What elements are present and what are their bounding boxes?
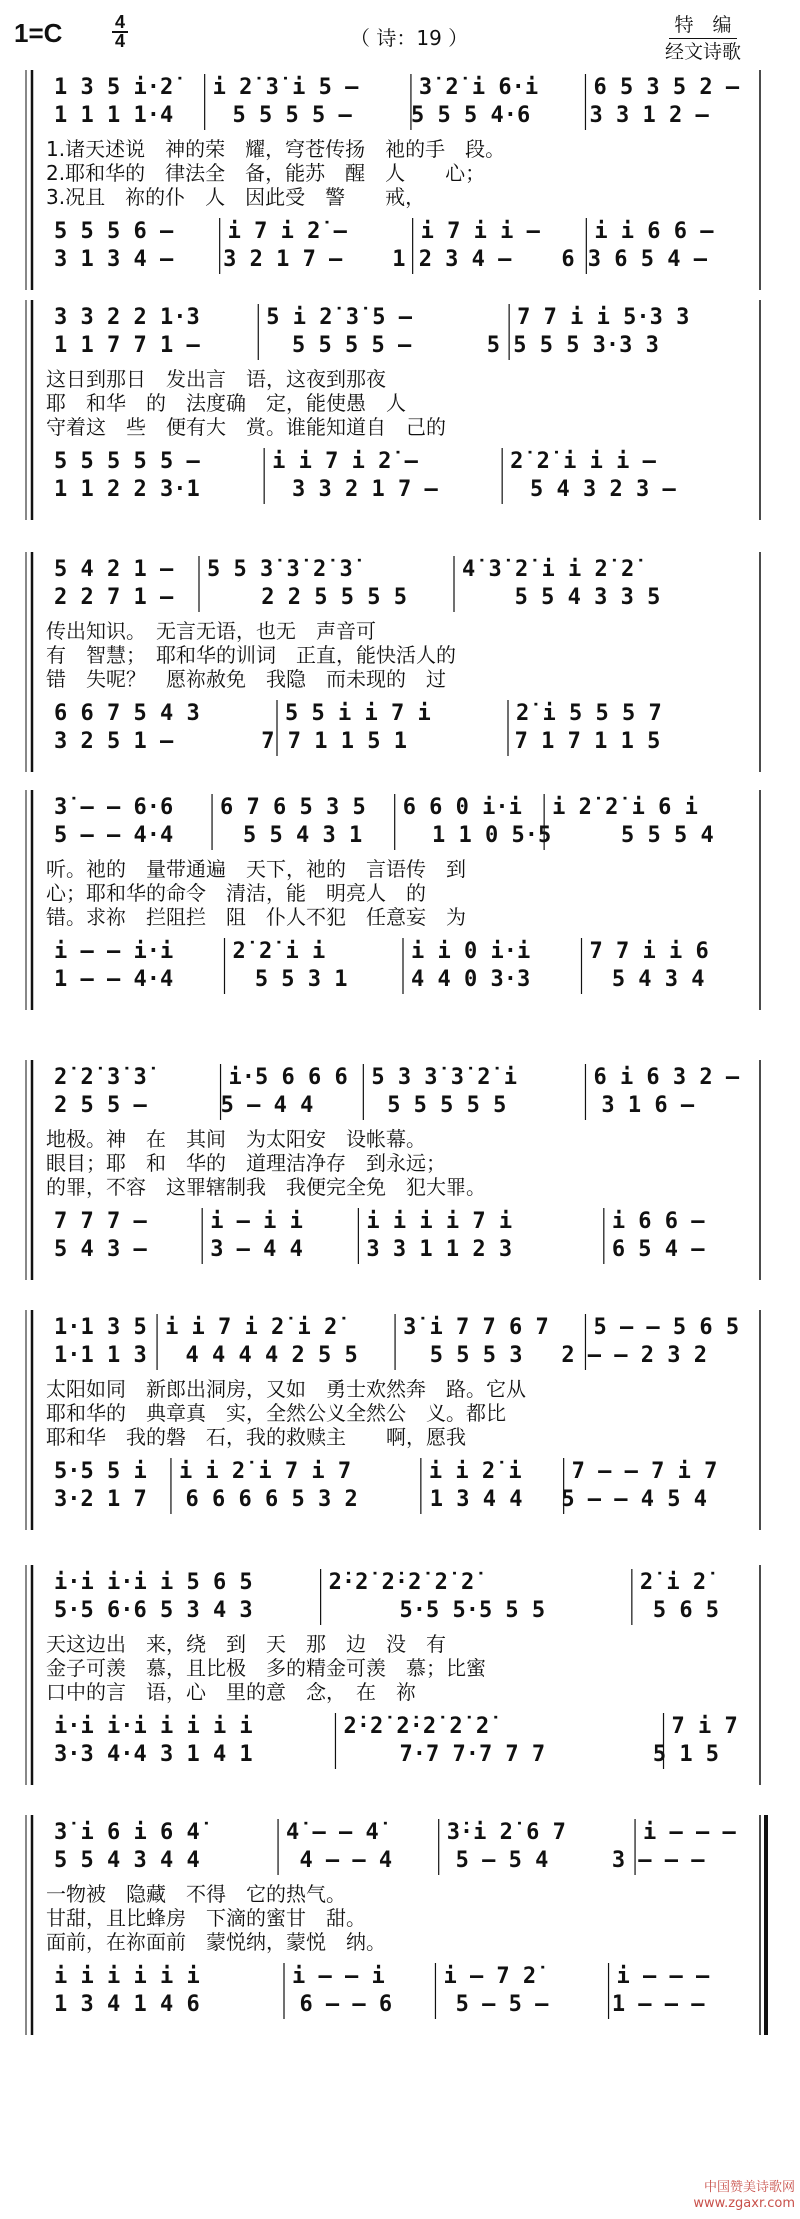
- bass-line-measure: 3 2 1 7 –: [223, 247, 343, 272]
- alto-line-measure: 5 5 5 5 5: [387, 1093, 507, 1118]
- lyric-line: 有 智慧； 耶和华的训词 正直，能快活人的: [46, 643, 456, 667]
- bass-line-measure: 6 6 6 6 5 3 2: [185, 1487, 358, 1512]
- lyric-line: 1.诸天述说 神的荣 耀，穹苍传扬 祂的手 段。: [46, 137, 506, 161]
- alto-line-measure: 5 5 4 3 1: [243, 823, 363, 848]
- bass-line-measure: 7 1 7 1 1 5: [514, 729, 661, 754]
- soprano-line-measure: i 2̇ 2̇ i 6 i: [552, 795, 698, 820]
- tenor-line-measure: i i 2̇ i 7 i 7: [178, 1459, 352, 1484]
- tenor-line-measure: i·i i·i i i i i: [54, 1714, 253, 1739]
- soprano-line-measure: 3̇·i 2̇ 6 7: [446, 1820, 566, 1845]
- soprano-line-measure: i·i i·i i 5 6 5: [54, 1570, 253, 1595]
- soprano-line-measure: 3̇ i 6 i 6 4̇: [54, 1820, 200, 1845]
- bass-line-measure: 5 4 3 –: [54, 1237, 147, 1262]
- tenor-line-measure: i i 7 i 2̇ –: [272, 449, 418, 474]
- soprano-line-measure: 6 7 6 5 3 5: [220, 795, 366, 820]
- bass-line-measure: 6 5 4 –: [611, 1237, 705, 1262]
- lyric-line: 的罪，不容 这罪辖制我 我便完全免 犯大罪。: [46, 1175, 486, 1199]
- bass-line-measure: 3·3 4·4 3 1 4 1: [54, 1742, 253, 1767]
- bass-line-measure: 5 1 5: [652, 1742, 720, 1767]
- soprano-line-measure: i – – –: [643, 1820, 736, 1845]
- bass-line-measure: 3 2 5 1 –: [54, 729, 174, 754]
- watermark-line1: 中国赞美诗歌网: [703, 2180, 795, 2195]
- tenor-line-measure: 2̇ 2̇ i i: [232, 939, 326, 964]
- tenor-line-measure: 5·5 5 i: [54, 1459, 147, 1484]
- tenor-line-measure: 2̇ 2̇ i i i –: [510, 449, 656, 474]
- soprano-line-measure: i i 7 i 2̇ i 2̇: [165, 1315, 338, 1340]
- alto-line-measure: 5 6 5: [652, 1598, 720, 1623]
- bass-line-measure: 3 3 2 1 7 –: [292, 477, 438, 502]
- lyric-line: 天这边出 来，绕 到 天 那 边 没 有: [46, 1632, 446, 1656]
- bass-line-measure: 7·7 7·7 7 7: [399, 1742, 546, 1767]
- alto-line-measure: 1·1 1 3: [54, 1343, 147, 1368]
- tenor-line-measure: 2̇·2̇ 2̇·2̇ 2̇ 2̇: [343, 1714, 490, 1739]
- bass-line-measure: 1 1 2 2 3·1: [54, 477, 200, 502]
- soprano-line-measure: 5 5 3̇ 3̇ 2̇ 3̇: [207, 557, 353, 582]
- bass-line-measure: 6 3 6 5 4 –: [561, 247, 708, 272]
- bass-line-measure: 1 – – –: [611, 1992, 705, 2017]
- soprano-line-measure: 5 3 3̇ 3̇ 2̇ i: [371, 1065, 518, 1090]
- time-signature-top: 4: [114, 12, 125, 32]
- bass-line-measure: 1 – – 4·4: [54, 967, 174, 992]
- tenor-line-measure: 5 5 i i 7 i: [285, 701, 431, 726]
- tenor-line-measure: 7 7 7 –: [54, 1209, 147, 1234]
- alto-line-measure: 5 5 5 4: [621, 823, 714, 848]
- lyric-line: 错。求祢 拦阻拦 阻 仆人不犯 任意妄 为: [46, 905, 466, 929]
- bass-line-measure: 3 3 1 1 2 3: [366, 1237, 513, 1262]
- tenor-line-measure: i – – i·i: [54, 939, 174, 964]
- alto-line-measure: 5 5 5 5 –: [232, 103, 352, 128]
- lyric-line: 甘甜，且比蜂房 下滴的蜜甘 甜。: [46, 1906, 366, 1930]
- lyric-line: 2.耶和华的 律法全 备，能苏 醒 人 心；: [46, 161, 486, 185]
- lyric-line: 这日到那日 发出言 语，这夜到那夜: [46, 367, 386, 391]
- alto-line-measure: 5 – – 4·4: [54, 823, 174, 848]
- bass-line-measure: 5 – – 4 5 4: [561, 1487, 708, 1512]
- bass-line-measure: 3 – 4 4: [210, 1237, 303, 1262]
- alto-line-measure: 1 1 7 7 1 –: [54, 333, 200, 358]
- alto-line-measure: 5 5 4 3 3 5: [514, 585, 661, 610]
- tenor-line-measure: 7 7 i i 6: [589, 939, 709, 964]
- bass-line-measure: 4 4 0 3·3: [411, 967, 531, 992]
- bass-line-measure: 5 – 5 –: [455, 1992, 549, 2017]
- tenor-line-measure: i i 2̇ i: [428, 1459, 522, 1484]
- soprano-line-measure: 3 3 2 2 1·3: [54, 305, 200, 330]
- soprano-line-measure: i 2̇ 3̇ i 5 –: [212, 75, 359, 100]
- alto-line-measure: 3 – – –: [611, 1848, 705, 1873]
- alto-line-measure: 5 5 4 3 4 4: [54, 1848, 200, 1873]
- bass-line-measure: 1 3 4 1 4 6: [54, 1992, 200, 2017]
- soprano-line-measure: 3̇ i 7 7 6 7: [403, 1315, 549, 1340]
- alto-line-measure: 1 1 1 1·4: [54, 103, 174, 128]
- lyric-line: 面前，在祢面前 蒙悦纳，蒙悦 纳。: [46, 1930, 386, 1954]
- tenor-line-measure: i 7 i 2̇ –: [227, 219, 347, 244]
- tenor-line-measure: i – 7 2̇: [443, 1964, 537, 1989]
- bass-line-measure: 1 2 3 4 –: [392, 247, 512, 272]
- alto-line-measure: 2 5 5 –: [54, 1093, 147, 1118]
- bass-line-measure: 5 5 3 1: [254, 967, 348, 992]
- tenor-line-measure: 7 i 7: [671, 1714, 738, 1739]
- bass-line-measure: 1 3 4 4: [429, 1487, 523, 1512]
- soprano-line-measure: 3̇ 2̇ i 6·i: [418, 75, 539, 100]
- alto-line-measure: 2 2 5 5 5 5: [261, 585, 407, 610]
- lyric-line: 金子可羡 慕，且比极 多的精金可羡 慕；比蜜: [46, 1656, 486, 1680]
- tenor-line-measure: i i 6 6 –: [594, 219, 714, 244]
- tenor-line-measure: i – i i: [210, 1209, 303, 1234]
- soprano-line-measure: i·5 6 6 6: [228, 1065, 348, 1090]
- soprano-line-measure: 6 6 0 i·i: [402, 795, 522, 820]
- bass-line-measure: 6 – – 6: [299, 1992, 393, 2017]
- tenor-line-measure: i i i i i i: [54, 1964, 200, 1989]
- lyric-line: 眼目；耶 和 华的 道理洁净存 到永远；: [46, 1151, 446, 1175]
- psalm-reference: （ 诗：19 ）: [350, 26, 469, 50]
- alto-line-measure: 2 2 7 1 –: [54, 585, 174, 610]
- bass-line-measure: 3 1 3 4 –: [54, 247, 174, 272]
- alto-line-measure: 4 4 4 4 2 5 5: [185, 1343, 358, 1368]
- alto-line-measure: 3 1 6 –: [601, 1093, 695, 1118]
- watermark: [585, 2180, 795, 2212]
- tenor-line-measure: 5 5 5 5 5 –: [54, 449, 200, 474]
- tenor-line-measure: i – – –: [616, 1964, 710, 1989]
- soprano-line-measure: 2̇·2̇ 2̇·2̇ 2̇ 2̇: [328, 1570, 475, 1595]
- lyric-line: 3.况且 祢的仆 人 因此受 警 戒，: [46, 185, 426, 209]
- tenor-line-measure: 6 6 7 5 4 3: [54, 701, 200, 726]
- soprano-line-measure: 1·1 3 5: [54, 1315, 147, 1340]
- soprano-line-measure: 1 3 5 i·2̇: [54, 75, 174, 100]
- lyric-line: 错 失呢？ 愿祢赦免 我隐 而未现的 过: [46, 667, 446, 691]
- time-signature-bottom: 4: [114, 31, 125, 51]
- lyric-line: 耶 和华 的 法度确 定，能使愚 人: [46, 391, 406, 415]
- lyric-line: 口中的言 语，心 里的意 念， 在 祢: [46, 1680, 416, 1704]
- tenor-line-measure: i i 0 i·i: [411, 939, 531, 964]
- lyric-line: 太阳如同 新郎出洞房，又如 勇士欢然奔 路。它从: [46, 1377, 526, 1401]
- lyric-line: 传出知识。 无言无语，也无 声音可: [46, 619, 376, 643]
- soprano-line-measure: 6 5 3 5 2 –: [593, 75, 740, 100]
- alto-line-measure: 4 – – 4: [299, 1848, 393, 1873]
- tenor-line-measure: 7 – – 7 i 7: [571, 1459, 718, 1484]
- key-signature: 1=C: [14, 18, 63, 48]
- lyric-line: 一物被 隐藏 不得 它的热气。: [46, 1882, 346, 1906]
- tenor-line-measure: i i i i 7 i: [366, 1209, 513, 1234]
- lyric-line: 守着这 些 便有大 赏。谁能知道自 己的: [46, 415, 446, 439]
- soprano-line-measure: 4̇ 3̇ 2̇ i i 2̇ 2̇: [462, 557, 635, 582]
- bass-line-measure: 5 4 3 2 3 –: [530, 477, 676, 502]
- alto-line-measure: 3 3 1 2 –: [589, 103, 709, 128]
- alto-line-measure: 5 – 5 4: [455, 1848, 549, 1873]
- soprano-line-measure: 6 i 6 3 2 –: [593, 1065, 740, 1090]
- arranger-name: 经文诗歌: [665, 41, 742, 63]
- alto-line-measure: 5·5 6·6 5 3 4 3: [54, 1598, 253, 1623]
- tenor-line-measure: i – – i: [292, 1964, 385, 1989]
- lyric-line: 地极。神 在 其间 为太阳安 设帐幕。: [46, 1127, 426, 1151]
- lyric-line: 心；耶和华的命令 清洁，能 明亮人 的: [46, 881, 426, 905]
- bass-line-measure: 7 7 1 1 5 1: [261, 729, 407, 754]
- lyric-line: 听。祂的 量带通遍 天下，祂的 言语传 到: [46, 857, 466, 881]
- soprano-line-measure: 5 – – 5 6 5: [593, 1315, 740, 1340]
- lyric-line: 耶和华 我的磐 石，我的救赎主 啊，愿我: [46, 1425, 466, 1449]
- soprano-line-measure: 3̇ – – 6·6: [54, 795, 174, 820]
- bass-line-measure: 5 4 3 4: [611, 967, 705, 992]
- soprano-line-measure: 5 i 2̇ 3̇ 5 –: [266, 305, 412, 330]
- tenor-line-measure: 2̇ i 5 5 5 7: [516, 701, 662, 726]
- alto-line-measure: 5 5 5 3: [429, 1343, 523, 1368]
- alto-line-measure: 5·5 5·5 5 5: [399, 1598, 546, 1623]
- bass-line-measure: 3·2 1 7: [54, 1487, 147, 1512]
- alto-line-measure: 5 5 5 4·6: [411, 103, 531, 128]
- tenor-line-measure: i 7 i i –: [420, 219, 540, 244]
- arranger-role: 特 编: [674, 14, 732, 36]
- soprano-line-measure: 4̇ – – 4̇: [286, 1820, 379, 1845]
- tenor-line-measure: 5 5 5 6 –: [54, 219, 174, 244]
- alto-line-measure: 5 5 5 5 –: [292, 333, 412, 358]
- tenor-line-measure: i 6 6 –: [611, 1209, 705, 1234]
- soprano-line-measure: 7 7 i i 5·3 3: [517, 305, 690, 330]
- alto-line-measure: 5 5 5 5 3·3 3: [486, 333, 659, 358]
- lyric-line: 耶和华的 典章真 实，全然公义全然公 义。都比: [46, 1401, 506, 1425]
- alto-line-measure: 5 – 4 4: [220, 1093, 314, 1118]
- alto-line-measure: 2 – – 2 3 2: [561, 1343, 708, 1368]
- soprano-line-measure: 2̇ i 2̇: [639, 1570, 707, 1595]
- soprano-line-measure: 2̇ 2̇ 3̇ 3̇: [54, 1065, 147, 1090]
- soprano-line-measure: 5 4 2 1 –: [54, 557, 174, 582]
- watermark-line2: www.zgaxr.com: [693, 2196, 795, 2211]
- alto-line-measure: 1 1 0 5·5: [432, 823, 552, 848]
